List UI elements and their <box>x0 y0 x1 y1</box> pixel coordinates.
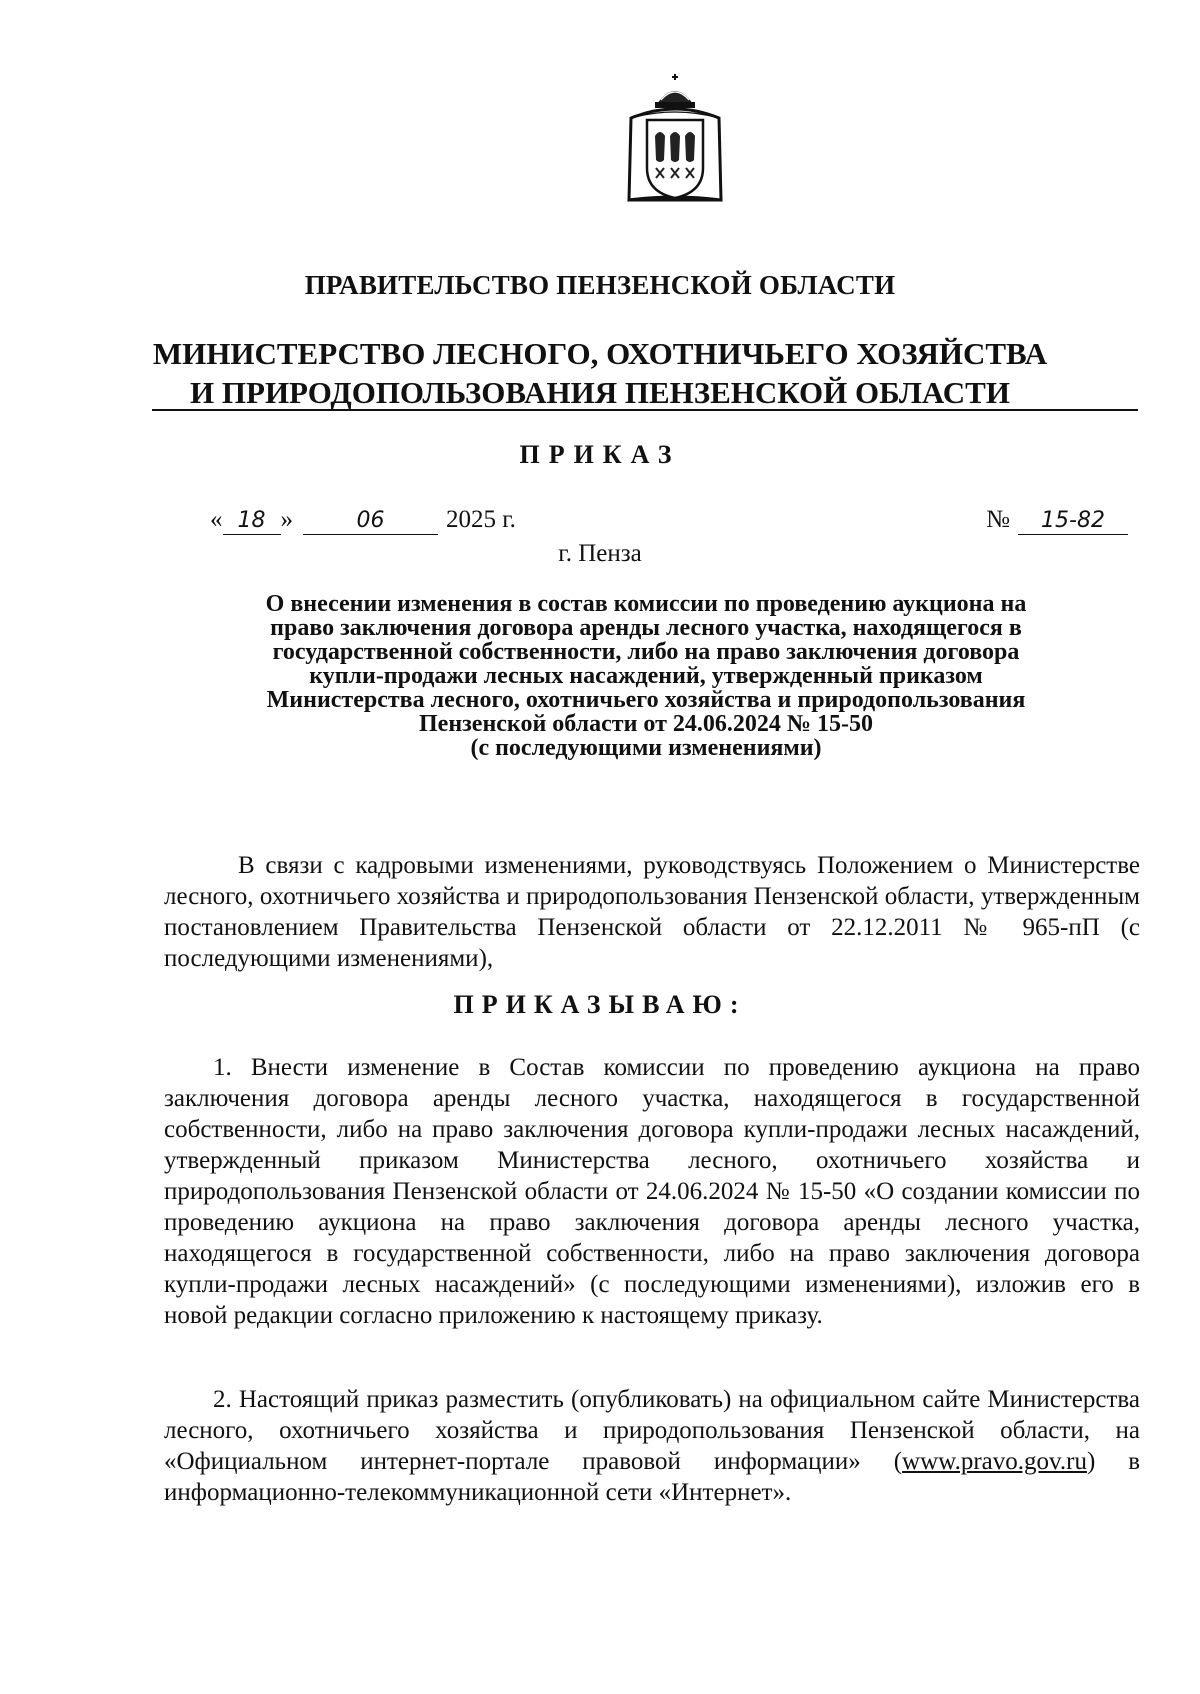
government-name: ПРАВИТЕЛЬСТВО ПЕНЗЕНСКОЙ ОБЛАСТИ <box>304 270 896 300</box>
number-sign: № <box>986 506 1010 533</box>
title-line: (с последующими изменениями) <box>470 735 822 761</box>
title-line: Министерства лесного, охотничьего хозяйства и природопользования <box>266 687 1026 713</box>
order-item-2-text: 2. Настоящий приказ разместить (опубликовать) на официальном сайте Министерства лесного, охотничьего хозяйства и природопользования Пензенской области, на «Официальном интернет-портале правовой информации» ( <box>164 1386 1140 1475</box>
header-divider <box>152 409 1138 411</box>
order-item-2 <box>164 1384 1140 1508</box>
title-line: О внесении изменения в состав комиссии по проведению аукциона на <box>265 591 1027 617</box>
order-item-2-text-end: ) в информационно-телекоммуникационной сети «Интернет». <box>164 1448 1140 1506</box>
title-line: государственной собственности, либо на право заключения договора <box>272 639 1020 665</box>
ministry-name <box>0 334 1200 412</box>
title-line: Пензенской области от 24.06.2024 № 15-50 <box>419 711 873 737</box>
order-item-1: 1. Внести изменение в Состав комиссии по проведению аукциона на право заключения договора аренды лесного участка, находящегося в государственной собственности, либо на право заключения договора купли-продажи лесных насаждений, утвержденный приказом Министерства лесного, охотничьего хозяйства и природопользования Пензенской области от 24.06.2024 № 15-50 «О создании комиссии по проведению аукциона на право заключения договора аренды лесного участка, находящегося в государственной собственности, либо на право заключения договора купли-продажи лесных насаждений» (с последующими изменениями), изложив его в новой редакции согласно приложению к настоящему приказу. <box>164 1054 1140 1329</box>
ministry-name-line2: И ПРИРОДОПОЛЬЗОВАНИЯ ПЕНЗЕНСКОЙ ОБЛАСТИ <box>190 375 1010 410</box>
ministry-name-line1: МИНИСТЕРСТВО ЛЕСНОГО, ОХОТНИЧЬЕГО ХОЗЯЙСТВА <box>152 336 1048 371</box>
document-type: ПРИКАЗ <box>519 440 681 469</box>
coat-of-arms-icon <box>617 74 733 214</box>
date-day: 18 <box>223 508 281 535</box>
date-month: 06 <box>303 508 438 535</box>
preamble-paragraph: В связи с кадровыми изменениями, руководствуясь Положением о Министерстве лесного, охотничьего хозяйства и природопользования Пензенской области, утвержденным постановлением Правительства Пензенской области от 22.12.2011 № 965-пП (с последующими изменениями), <box>164 852 1140 972</box>
date-quote-open: « <box>210 506 223 533</box>
document-number <box>986 506 1128 535</box>
order-heading: ПРИКАЗЫВАЮ: <box>453 990 747 1019</box>
document-title <box>150 592 1142 760</box>
title-line: купли-продажи лесных насаждений, утвержденный приказом <box>309 663 983 689</box>
document-date <box>210 506 516 535</box>
pravo-portal-link[interactable]: www.pravo.gov.ru <box>902 1448 1087 1475</box>
number-value: 15-82 <box>1018 508 1128 535</box>
date-year: 2025 г. <box>446 506 516 533</box>
title-line: право заключения договора аренды лесного участка, находящегося в <box>270 615 1022 641</box>
document-city: г. Пенза <box>558 540 642 567</box>
date-quote-close: » <box>280 506 293 533</box>
